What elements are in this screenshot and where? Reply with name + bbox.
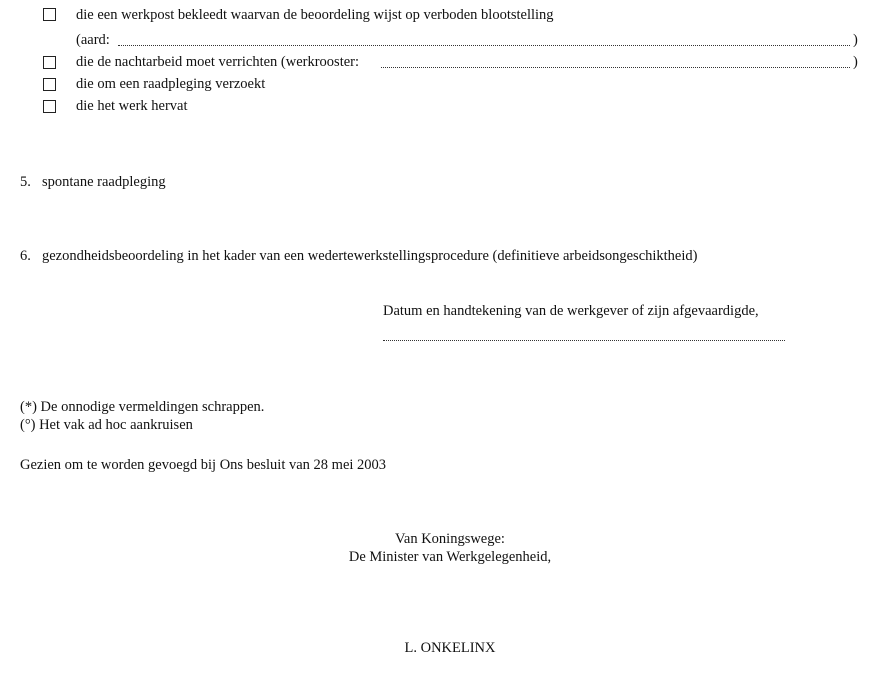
item-text-spontane-raadpleging: spontane raadpleging <box>42 174 166 190</box>
footnote-schrappen: (*) De onnodige vermeldingen schrappen. <box>20 399 265 415</box>
werkrooster-suffix: ) <box>853 54 858 70</box>
closing-koningswege: Van Koningswege: <box>395 531 505 547</box>
footnote-aankruisen: (°) Het vak ad hoc aankruisen <box>20 417 193 433</box>
checklist-label-werk-hervat: die het werk hervat <box>76 98 188 114</box>
checkbox-raadpleging-verzoek[interactable] <box>43 78 56 91</box>
checkbox-werk-hervat[interactable] <box>43 100 56 113</box>
werkrooster-fill-line[interactable] <box>381 67 850 68</box>
item-text-gezondheidsbeoordeling: gezondheidsbeoordeling in het kader van een wedertewerkstellingsprocedure (definitieve arbeidsongeschiktheid) <box>42 248 698 264</box>
checklist-label-nachtarbeid: die de nachtarbeid moet verrichten (werkrooster: <box>76 54 360 70</box>
checkbox-verboden-blootstelling[interactable] <box>43 8 56 21</box>
checklist-label-verboden-blootstelling: die een werkpost bekleedt waarvan de beoordeling wijst op verboden blootstelling <box>76 7 554 23</box>
aard-fill-line[interactable] <box>118 45 850 46</box>
closing-signatory-name: L. ONKELINX <box>404 640 496 656</box>
aard-prefix: (aard: <box>76 32 110 48</box>
aard-suffix: ) <box>853 32 858 48</box>
signature-label: Datum en handtekening van de werkgever of zijn afgevaardigde, <box>383 303 759 319</box>
checklist-label-raadpleging-verzoek: die om een raadpleging verzoekt <box>76 76 266 92</box>
checkbox-nachtarbeid[interactable] <box>43 56 56 69</box>
annex-statement: Gezien om te worden gevoegd bij Ons besluit van 28 mei 2003 <box>20 457 387 473</box>
signature-fill-line[interactable] <box>383 340 785 341</box>
closing-minister: De Minister van Werkgelegenheid, <box>348 549 552 565</box>
item-number-6: 6. <box>20 248 31 264</box>
item-number-5: 5. <box>20 174 31 190</box>
